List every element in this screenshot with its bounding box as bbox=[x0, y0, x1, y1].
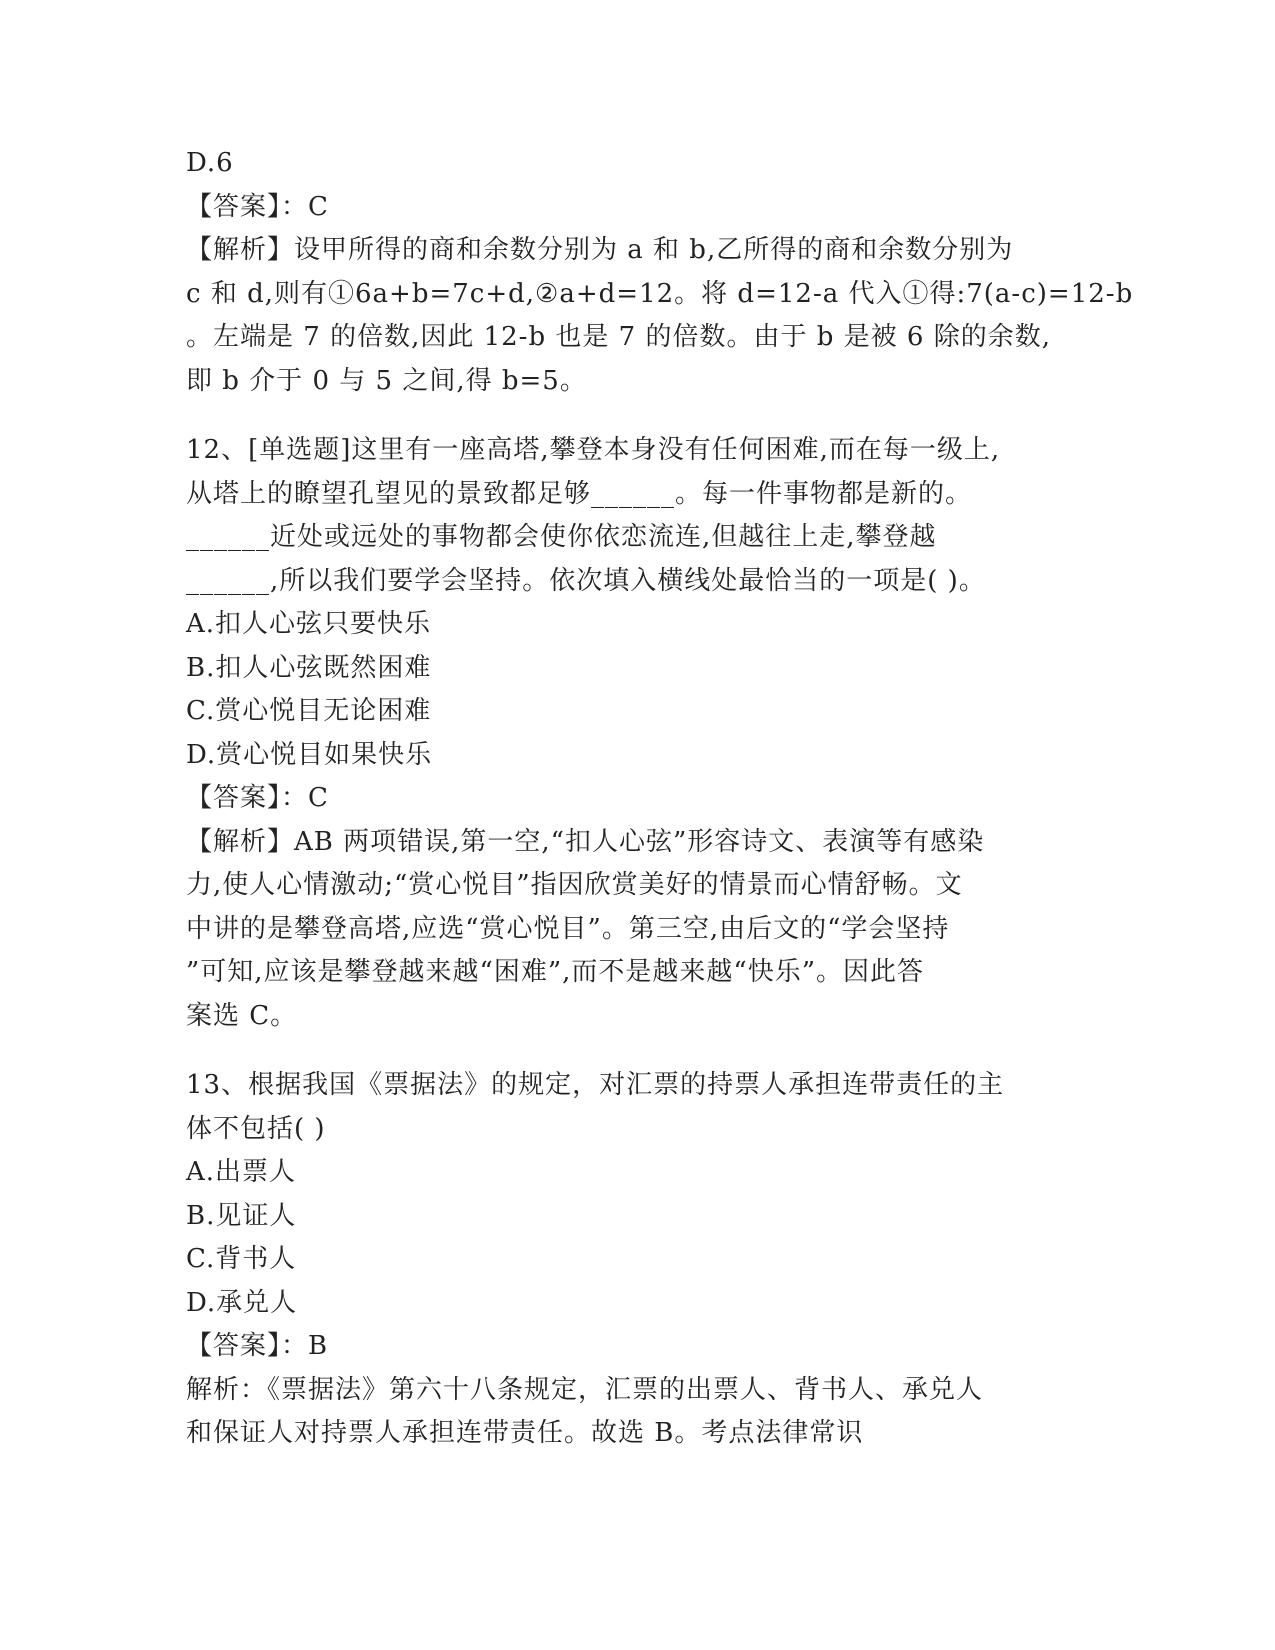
paragraph-gap bbox=[186, 403, 1096, 429]
analysis-line: 力,使人心情激动;“赏心悦目”指因欣赏美好的情景而心情舒畅。文 bbox=[186, 870, 963, 900]
question-stem-line: 12、[单选题]这里有一座高塔,攀登本身没有任何困难,而在每一级上, bbox=[186, 435, 1001, 465]
analysis-line: ”可知,应该是攀登越来越“困难”,而不是越来越“快乐”。因此答 bbox=[186, 957, 924, 987]
analysis-line: 和保证人对持票人承担连带责任。故选 B。考点法律常识 bbox=[186, 1418, 864, 1448]
analysis-line: 即 b 介于 0 与 5 之间,得 b=5。 bbox=[186, 365, 587, 396]
analysis-line: 。左端是 7 的倍数,因此 12-b 也是 7 的倍数。由于 b 是被 6 除的余数, bbox=[186, 322, 1051, 352]
analysis-line: 案选 C。 bbox=[186, 1000, 298, 1031]
option-a: A.扣人心弦只要快乐 bbox=[186, 609, 432, 639]
question-12 bbox=[186, 429, 1096, 1038]
paragraph-gap bbox=[186, 1038, 1096, 1064]
question-11 bbox=[186, 142, 1134, 403]
question-stem-line: 体不包括( ) bbox=[186, 1113, 326, 1144]
option-d: D.承兑人 bbox=[186, 1287, 298, 1318]
analysis-line: 【解析】AB 两项错误,第一空,“扣人心弦”形容诗文、表演等有感染 bbox=[186, 826, 985, 857]
analysis-line: 解析：《票据法》第六十八条规定，汇票的出票人、背书人、承兑人 bbox=[186, 1374, 984, 1405]
answer-line: 【答案】：C bbox=[186, 783, 329, 813]
answer-line: 【答案】：C bbox=[186, 191, 329, 222]
analysis-line: c 和 d,则有①6a+b=7c+d,②a+d=12。将 d=12-a 代入①得:7(a-c)=12-b bbox=[186, 278, 1134, 309]
option-d: D.赏心悦目如果快乐 bbox=[186, 739, 433, 770]
analysis-line: 【解析】设甲所得的商和余数分别为 a 和 b,乙所得的商和余数分别为 bbox=[186, 235, 1014, 265]
option-b: B.见证人 bbox=[186, 1200, 297, 1231]
option-d: D.6 bbox=[186, 148, 234, 178]
question-13 bbox=[186, 1064, 1096, 1456]
question-stem-line: ______,所以我们要学会坚持。依次填入横线处最恰当的一项是( )。 bbox=[186, 565, 986, 596]
option-b: B.扣人心弦既然困难 bbox=[186, 652, 432, 683]
question-stem-line: ______近处或远处的事物都会使你依恋流连,但越往上走,攀登越 bbox=[186, 522, 937, 552]
option-c: C.赏心悦目无论困难 bbox=[186, 696, 432, 726]
option-c: C.背书人 bbox=[186, 1244, 297, 1274]
analysis-line: 中讲的是攀登高塔,应选“赏心悦目”。第三空,由后文的“学会坚持 bbox=[186, 913, 950, 944]
answer-line: 【答案】：B bbox=[186, 1331, 329, 1361]
document-page bbox=[186, 142, 1134, 1456]
question-stem-line: 从塔上的瞭望孔望见的景致都足够______。每一件事物都是新的。 bbox=[186, 478, 973, 509]
question-stem-line: 13、根据我国《票据法》的规定，对汇票的持票人承担连带责任的主 bbox=[186, 1070, 1005, 1100]
option-a: A.出票人 bbox=[186, 1157, 297, 1187]
